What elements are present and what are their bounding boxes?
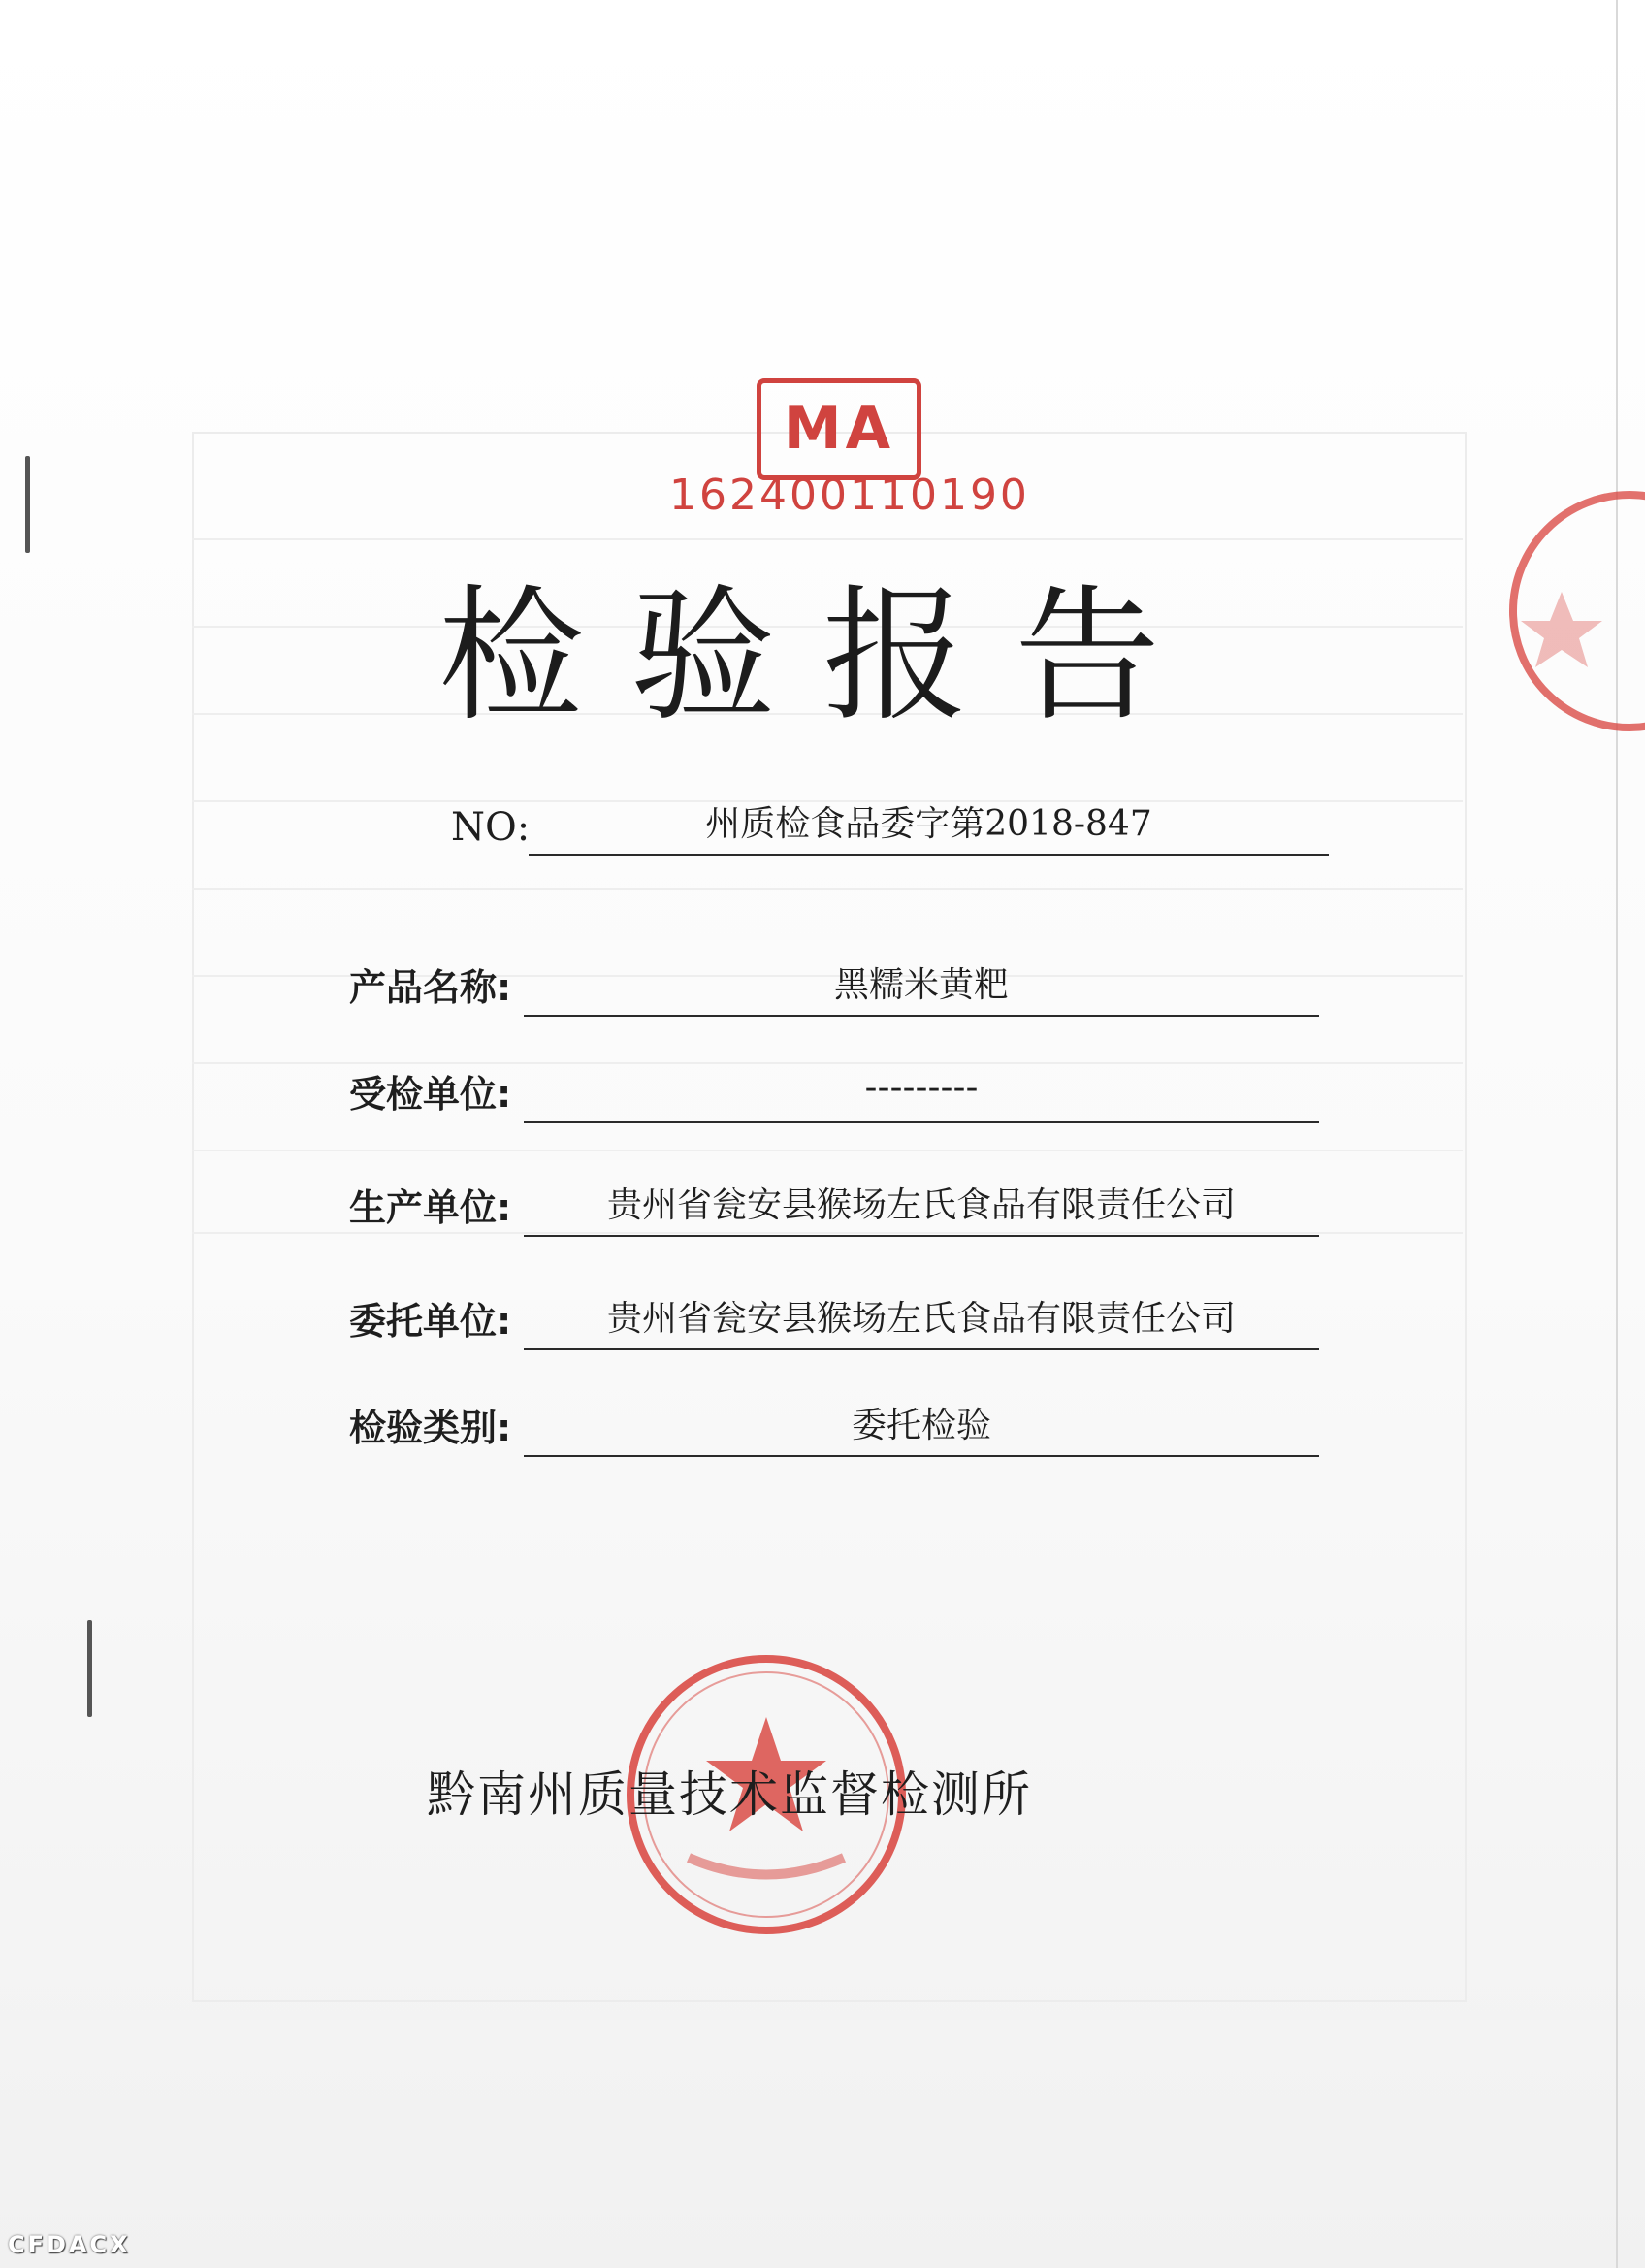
field-client (349, 1282, 1319, 1350)
report-number-row (451, 788, 1329, 856)
field-value: 黑糯米黄粑 (833, 965, 1009, 1005)
institute-name: 黔南州质量技术监督检测所 (427, 1766, 1032, 1823)
watermark: CFDACX (8, 2231, 131, 2258)
page-edge (1616, 0, 1618, 2268)
field-value: --------- (864, 1068, 979, 1108)
field-label: 受检单位: (349, 1073, 512, 1116)
ma-number: 162400110190 (669, 470, 1030, 520)
field-label: 产品名称: (349, 966, 512, 1009)
field-value: 委托检验 (851, 1406, 991, 1445)
staple-bottom (87, 1620, 92, 1717)
field-label: 委托单位: (349, 1300, 512, 1343)
show-through-line (192, 1150, 1463, 1151)
underline (524, 1455, 1319, 1457)
underline (524, 1235, 1319, 1237)
underline (524, 1015, 1319, 1017)
report-number-label: NO: (451, 805, 531, 850)
report-number-value: 州质检食品委字第2018-847 (705, 804, 1152, 844)
field-label: 检验类别: (349, 1407, 512, 1449)
field-label: 生产单位: (349, 1186, 512, 1229)
field-inspected-unit (349, 1055, 1319, 1123)
field-value: 贵州省瓮安县猴场左氏食品有限责任公司 (606, 1185, 1236, 1225)
underline (524, 1121, 1319, 1123)
underline (529, 854, 1329, 856)
edge-seal-icon (1455, 475, 1645, 747)
underline (524, 1348, 1319, 1350)
field-producer (349, 1169, 1319, 1237)
report-title: 检验报告 (437, 572, 1207, 741)
ma-mark: MA (757, 378, 921, 480)
field-inspection-type (349, 1389, 1319, 1457)
field-product-name (349, 949, 1319, 1017)
field-value: 贵州省瓮安县猴场左氏食品有限责任公司 (606, 1299, 1236, 1339)
ma-certification-stamp (669, 369, 1030, 534)
show-through-line (192, 888, 1463, 890)
